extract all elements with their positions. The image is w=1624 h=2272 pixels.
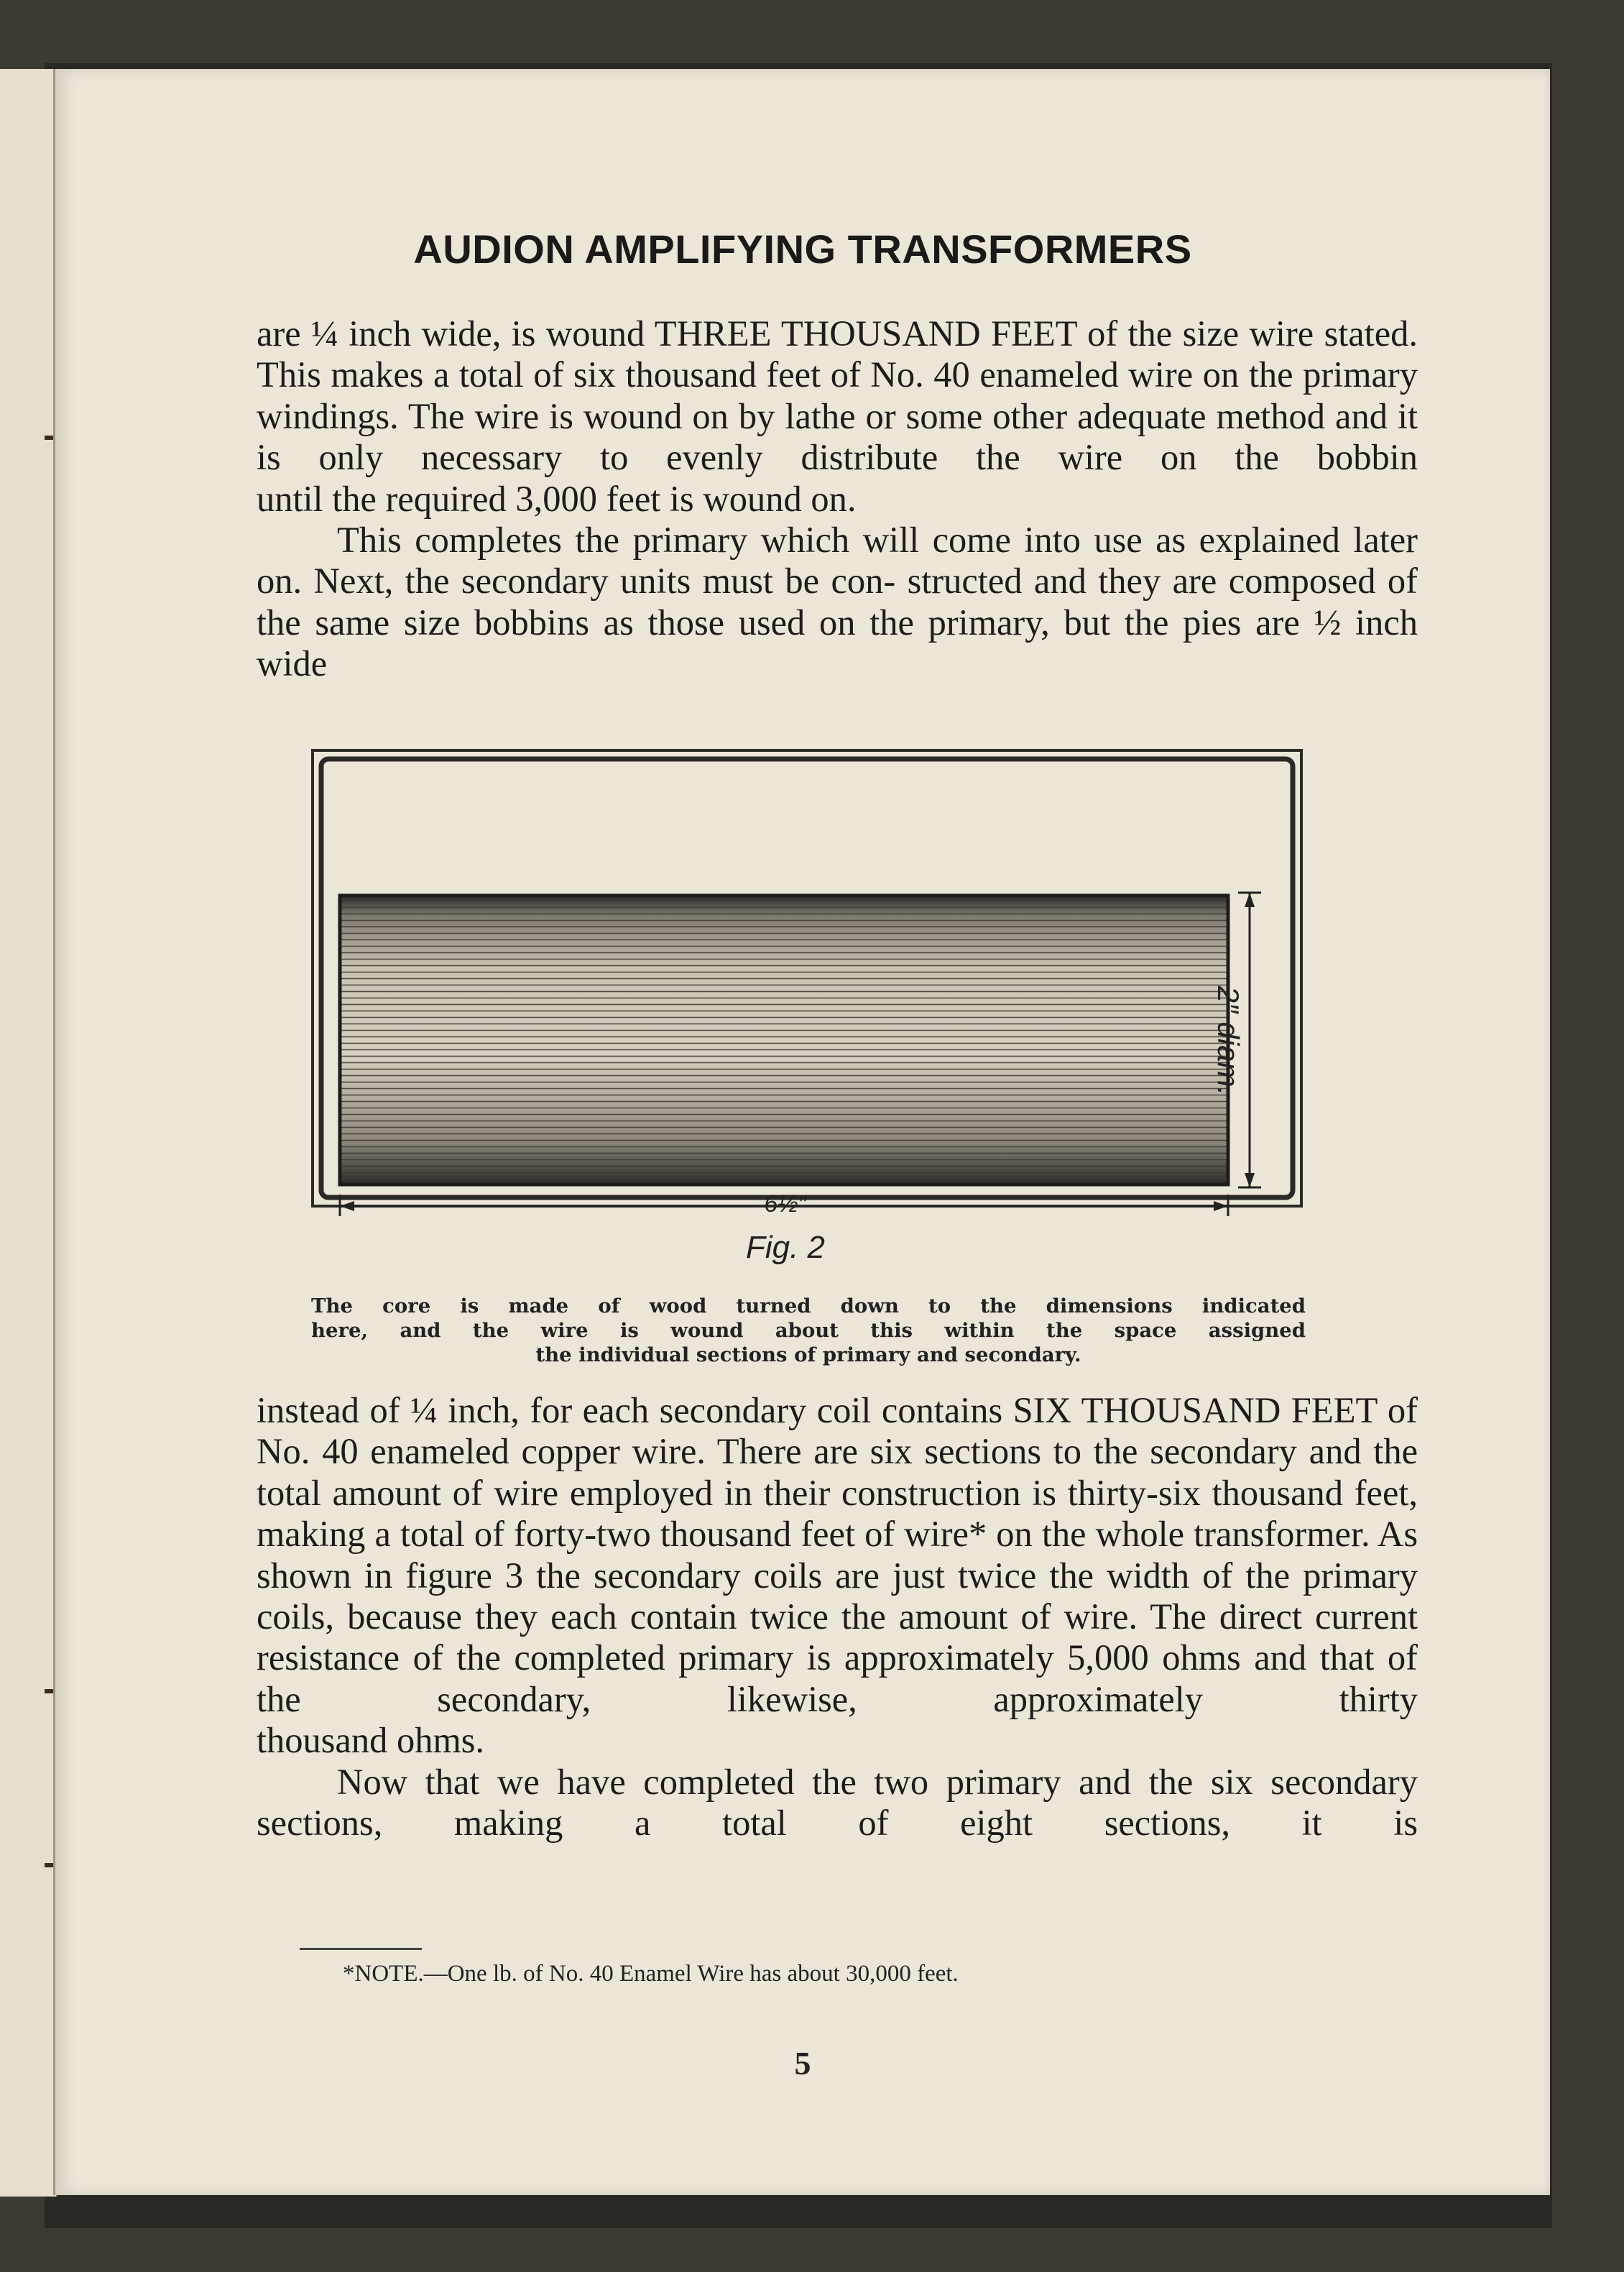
text-line: employed in their construction is thirty-six thousand feet, <box>569 1472 1418 1513</box>
page-number: 5 <box>794 2045 811 2082</box>
text-line: resistance of the completed primary is approximately 5,000 <box>257 1637 1149 1678</box>
body-text-top <box>257 313 1418 685</box>
text-line: are just twice the width of the primary coils, because they <box>257 1555 1418 1637</box>
text-line: making a total of forty-two thousand feet of wire* on the <box>257 1514 1086 1555</box>
caption-line: here, and the wire is wound about this within the space assigned <box>311 1319 1306 1342</box>
text-line: each contain twice the amount of wire. The direct current <box>550 1596 1418 1637</box>
figure-2-core-diagram <box>311 749 1303 1265</box>
book-page <box>53 69 1550 2195</box>
text-line: structed and they are composed of the same size bobbins as <box>257 561 1418 643</box>
text-line: those used on the primary, but the pies are ½ inch wide <box>257 602 1418 684</box>
length-label: 6½″ <box>764 1190 807 1218</box>
text-line: instead of ¼ inch, for each secondary coil contains SIX <box>257 1390 1072 1430</box>
body-text-bottom <box>257 1390 1418 1844</box>
text-line: the size wire stated. This makes a total of six thousand feet <box>257 313 1418 395</box>
footnote-rule <box>300 1948 422 1950</box>
text-line: is only necessary to evenly distribute the wire on the bobbin <box>257 437 1418 478</box>
diameter-label: 2″ diam. <box>1212 985 1245 1096</box>
footnote: *NOTE.—One lb. of No. 40 Enamel Wire has about 30,000 feet. <box>343 1961 959 1987</box>
text-line: of No. 40 enameled wire on the primary windings. The wire <box>257 354 1418 436</box>
text-line: This completes the primary which will come into use as <box>337 520 1186 561</box>
text-line: whole transformer. As shown in figure 3 the secondary coils <box>257 1514 1418 1596</box>
text-line: explained later on. Next, the secondary units must be con- <box>257 520 1418 602</box>
paragraph-1-end <box>257 479 1418 520</box>
previous-page-edge <box>0 69 57 2197</box>
figure-caption <box>311 1294 1306 1367</box>
text-line: until the required 3,000 feet is wound on. <box>257 478 857 519</box>
running-header: AUDION AMPLIFYING TRANSFORMERS <box>413 226 1192 272</box>
text-line: Now that we have completed the two primary and the <box>337 1761 1194 1802</box>
text-line: are six sections to the secondary and the total amount of wire <box>257 1431 1418 1513</box>
caption-line: The core is made of wood turned down to the dimensions indicated <box>311 1294 1306 1317</box>
text-line: thousand ohms. <box>257 1720 485 1761</box>
text-line: ohms and that of the secondary, likewise, approximately thirty <box>257 1637 1418 1719</box>
wound-core <box>340 896 1228 1185</box>
paragraph-1 <box>257 313 1418 479</box>
paragraph-3-end <box>257 1720 1418 1761</box>
paragraph-4 <box>257 1762 1418 1844</box>
text-line: six secondary sections, making a total of eight sections, it is <box>257 1761 1418 1844</box>
text-line: are ¼ inch wide, is wound THREE THOUSAND FEET of <box>257 313 1118 354</box>
text-line: THOUSAND FEET of No. 40 enameled copper wire. There <box>257 1390 1418 1472</box>
paragraph-2 <box>257 520 1418 685</box>
paragraph-3 <box>257 1390 1418 1720</box>
figure-label: Fig. 2 <box>745 1230 826 1265</box>
caption-line: the individual sections of primary and secondary. <box>535 1343 1081 1366</box>
text-line: is wound on by lathe or some other adequate method and it <box>549 395 1418 436</box>
